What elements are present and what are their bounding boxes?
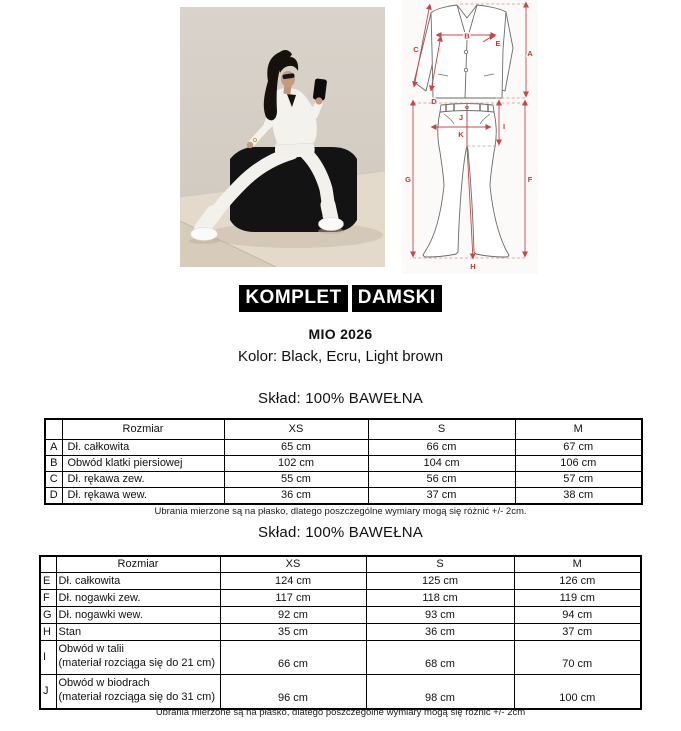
column-header (40, 556, 56, 573)
measurement-value: 100 cm (514, 675, 641, 710)
table-row (40, 573, 641, 590)
diagram-label-E: E (495, 39, 501, 48)
measurement-value: 70 cm (514, 641, 641, 675)
measurement-value: 118 cm (366, 590, 514, 607)
row-letter: D (45, 488, 62, 505)
measurement-value: 126 cm (514, 573, 641, 590)
measurement-name: Obwód w talii (materiał rozciąga się do 21 cm) (56, 641, 220, 675)
measurement-value: 117 cm (220, 590, 366, 607)
measurement-value: 124 cm (220, 573, 366, 590)
measurement-value: 35 cm (220, 624, 366, 641)
measurement-name: Dł. rękawa wew. (62, 488, 224, 505)
right-shoe (319, 218, 344, 231)
measurement-value: 106 cm (515, 456, 642, 472)
phone (313, 78, 327, 100)
measurement-value: 92 cm (220, 607, 366, 624)
measurement-name: Dł. rękawa zew. (62, 472, 224, 488)
color-line: Kolor: Black, Ecru, Light brown (237, 348, 444, 365)
measurement-value: 56 cm (368, 472, 515, 488)
composition-heading-jacket: Skład: 100% BAWEŁNA (258, 390, 423, 407)
column-header: S (368, 419, 515, 440)
measurement-value: 96 cm (220, 675, 366, 710)
row-letter: I (40, 641, 56, 675)
measurement-value: 37 cm (514, 624, 641, 641)
measurement-value: 98 cm (366, 675, 514, 710)
column-header: Rozmiar (62, 419, 224, 440)
measurement-value: 38 cm (515, 488, 642, 505)
row-letter: E (40, 573, 56, 590)
measurement-value: 57 cm (515, 472, 642, 488)
size-table-jacket (44, 418, 643, 505)
column-header: S (366, 556, 514, 573)
column-header: M (515, 419, 642, 440)
measurement-value: 104 cm (368, 456, 515, 472)
left-shoe (191, 228, 218, 241)
row-letter: A (45, 440, 62, 456)
measurement-name: Dł. nogawki zew. (56, 590, 220, 607)
row-letter: G (40, 607, 56, 624)
diagram-label-K: K (458, 130, 464, 139)
row-letter: H (40, 624, 56, 641)
measurement-value: 125 cm (366, 573, 514, 590)
product-code: MIO 2026 (308, 326, 373, 342)
table-row (45, 488, 642, 505)
measurement-value: 67 cm (515, 440, 642, 456)
measurement-name: Dł. nogawki wew. (56, 607, 220, 624)
table-row (40, 624, 641, 641)
measurement-diagram (402, 0, 538, 274)
measurement-name: Obwód klatki piersiowej (62, 456, 224, 472)
row-letter: B (45, 456, 62, 472)
measure-note-pants: Ubrania mierzone są na płasko, dlatego poszczególne wymiary mogą się różnić +/- 2cm (155, 707, 526, 718)
row-letter: C (45, 472, 62, 488)
table-row (45, 456, 642, 472)
row-letter: F (40, 590, 56, 607)
face (281, 71, 295, 87)
diagram-label-H: H (470, 262, 476, 271)
diagram-label-F: F (527, 175, 533, 184)
measurement-value: 65 cm (224, 440, 368, 456)
table-row (40, 641, 641, 675)
column-header: M (514, 556, 641, 573)
table-row (40, 607, 641, 624)
measurement-name: Dł. całkowita (56, 573, 220, 590)
measurement-value: 37 cm (368, 488, 515, 505)
page-title (0, 285, 681, 312)
measurement-value: 66 cm (220, 641, 366, 675)
diagram-label-D: D (431, 97, 437, 106)
table-header-row (45, 419, 642, 440)
column-header: XS (220, 556, 366, 573)
title-word-damski: DAMSKI (352, 285, 442, 312)
column-header: XS (224, 419, 368, 440)
size-table-pants (39, 555, 642, 710)
table-row (45, 440, 642, 456)
table-row (40, 590, 641, 607)
column-header (45, 419, 62, 440)
garment-measurement-drawing (402, 0, 538, 274)
diagram-label-J: J (458, 113, 464, 122)
measurement-value: 119 cm (514, 590, 641, 607)
diagram-label-B: B (464, 31, 470, 41)
measurement-value: 93 cm (366, 607, 514, 624)
column-header: Rozmiar (56, 556, 220, 573)
measurement-value: 36 cm (224, 488, 368, 505)
measurement-value: 102 cm (224, 456, 368, 472)
measurement-value: 36 cm (366, 624, 514, 641)
measure-note-jacket: Ubrania mierzone są na płasko, dlatego poszczególne wymiary mogą się różnić +/- 2cm. (154, 506, 527, 517)
product-photo (180, 7, 385, 267)
diagram-label-G: G (405, 175, 411, 184)
row-letter: J (40, 675, 56, 710)
table-row (45, 472, 642, 488)
diagram-label-I: I (502, 122, 506, 131)
table-row (40, 675, 641, 710)
measurement-value: 66 cm (368, 440, 515, 456)
composition-heading-pants: Skład: 100% BAWEŁNA (258, 524, 423, 541)
diagram-label-A: A (527, 49, 533, 58)
measurement-name: Stan (56, 624, 220, 641)
table-header-row (40, 556, 641, 573)
measurement-name: Dł. całkowita (62, 440, 224, 456)
measurement-value: 68 cm (366, 641, 514, 675)
model-photo-illustration (180, 7, 385, 267)
measurement-value: 55 cm (224, 472, 368, 488)
title-word-komplet: KOMPLET (239, 285, 347, 312)
measurement-name: Obwód w biodrach (materiał rozciąga się do 31 cm) (56, 675, 220, 710)
diagram-label-C: C (413, 45, 419, 54)
measurement-value: 94 cm (514, 607, 641, 624)
